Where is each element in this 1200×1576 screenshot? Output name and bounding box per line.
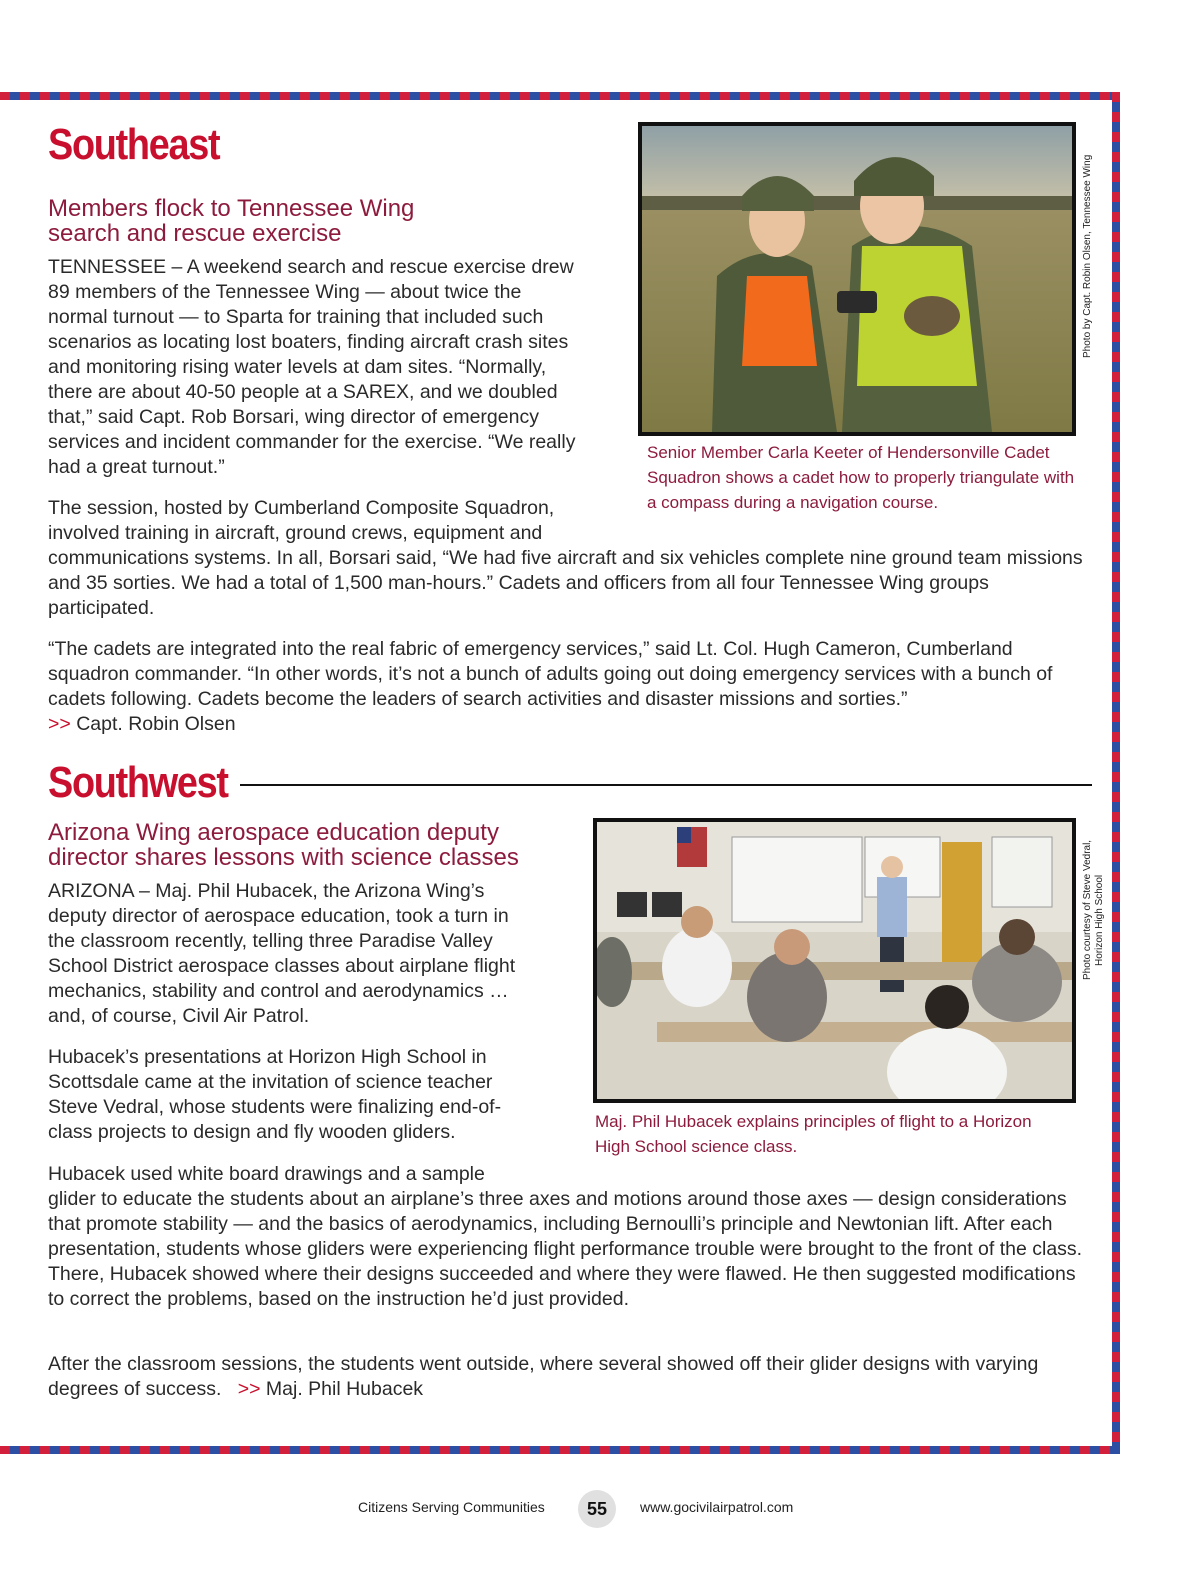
text-line: deputy director of aerospace education, took a turn in [48,905,509,927]
text-line: that,” said Capt. Rob Borsari, wing director of emergency [48,406,539,428]
text-line: services and incident commander for the exercise. “We really [48,431,576,453]
text-block: After the classroom sessions, the students went outside, where several showed off their glider designs with varying degrees of success. [48,1353,1039,1400]
southeast-title: Southeast [48,120,220,169]
southwest-paragraph-3 [48,1162,1093,1312]
text-line: had a great turnout.” [48,456,225,478]
southwest-paragraph-4 [48,1352,1068,1402]
text-line: Hubacek used white board drawings and a sample [48,1163,485,1185]
text-line: 89 members of the Tennessee Wing — about twice the [48,281,522,303]
southwest-headline-line2: director shares lessons with science classes [48,844,519,871]
credit-line: Horizon High School [1094,874,1105,966]
text-line: ARIZONA – Maj. Phil Hubacek, the Arizona Wing’s [48,880,485,902]
text-line: involved training in aircraft, ground crews, equipment and [48,522,543,544]
southeast-paragraph-3 [48,637,1098,737]
byline-arrow: >> [237,1378,261,1400]
southwest-byline: Maj. Phil Hubacek [265,1378,424,1400]
southeast-photo-navigation-training [638,122,1076,436]
southeast-headline-line2: search and rescue exercise [48,220,342,247]
text-line: Hubacek’s presentations at Horizon High School in [48,1046,487,1068]
text-line: and monitoring rising water levels at dam sites. “Normally, [48,356,547,378]
southwest-paragraph-1 [48,879,515,1029]
text-line: scenarios as locating lost boaters, finding aircraft crash sites [48,331,569,353]
quote-text: “The cadets are integrated into the real fabric of emergency services,” said Lt. Col. Hugh Cameron, Cumberland squadron commander. “In other words, it’s not a bunch of adults going out doing emergency services with a bunch of cadets following. Cadets become the leaders of search activities and disaster missions and sorties.” [48,638,1053,710]
text-line: and, of course, Civil Air Patrol. [48,1005,310,1027]
southeast-headline-line1: Members flock to Tennessee Wing [48,195,415,222]
southwest-photo-classroom [593,818,1076,1103]
southwest-headline [48,820,519,870]
southwest-photo-caption: Maj. Phil Hubacek explains principles of flight to a Horizon High School science class. [595,1112,1032,1156]
section-divider-rule [240,784,1092,786]
photo-illustration [597,822,1072,1099]
border-stripe-top [0,92,1120,100]
southwest-photo-credit [1082,840,1106,980]
text-line: normal turnout — to Sparta for training that included such [48,306,544,328]
southwest-headline-line1: Arizona Wing aerospace education deputy [48,819,499,846]
southeast-photo-caption: Senior Member Carla Keeter of Hendersonville Cadet Squadron shows a cadet how to properly triangulate with a compass during a navigation course. [647,443,1075,512]
text-line: The session, hosted by Cumberland Composite Squadron, [48,497,555,519]
text-line: there are about 40-50 people at a SAREX, and we doubled [48,381,558,403]
text-line: TENNESSEE – A weekend search and rescue exercise drew [48,256,574,278]
text-line: School District aerospace classes about airplane flight [48,955,516,977]
page-number: 55 [578,1490,616,1528]
footer-tagline: Citizens Serving Communities [358,1499,545,1515]
credit-line: Photo courtesy of Steve Vedral, [1082,839,1093,980]
text-block: communications systems. In all, Borsari said, “We had five aircraft and six vehicles complete nine ground team missions and 35 sorties. We had a total of 1,500 man-hours.” Cadets and officers from all four Tennessee Wing groups participated. [48,547,1083,619]
southwest-title: Southwest [48,758,228,807]
text-line: the classroom recently, telling three Paradise Valley [48,930,493,952]
southeast-paragraph-1 [48,255,575,480]
photo-illustration [642,126,1072,432]
southeast-byline: Capt. Robin Olsen [76,713,236,735]
text-line: Steve Vedral, whose students were finalizing end-of- [48,1096,502,1118]
southwest-paragraph-2 [48,1045,501,1145]
border-stripe-right [1112,92,1120,1454]
text-line: mechanics, stability and control and aerodynamics … [48,980,509,1002]
byline-arrow: >> [48,713,71,735]
southeast-headline [48,196,414,246]
text-block: glider to educate the students about an airplane’s three axes and motions around those axes — design considerations that promote stability — and the basics of aerodynamics, including Bernoulli’s principle and Newtonian lift. After each presentation, students whose gliders were experiencing flight performance trouble were brought to the front of the class. There, Hubacek showed where their designs succeeded and where they were flawed. He then suggested modifications to correct the problems, based on the instruction he’d just provided. [48,1188,1083,1310]
text-line: Scottsdale came at the invitation of science teacher [48,1071,493,1093]
footer-website: www.gocivilairpatrol.com [640,1499,794,1515]
text-line: class projects to design and fly wooden gliders. [48,1121,456,1143]
southeast-photo-credit: Photo by Capt. Robin Olsen, Tennessee Wing [1082,154,1093,358]
border-stripe-bottom [0,1446,1120,1454]
